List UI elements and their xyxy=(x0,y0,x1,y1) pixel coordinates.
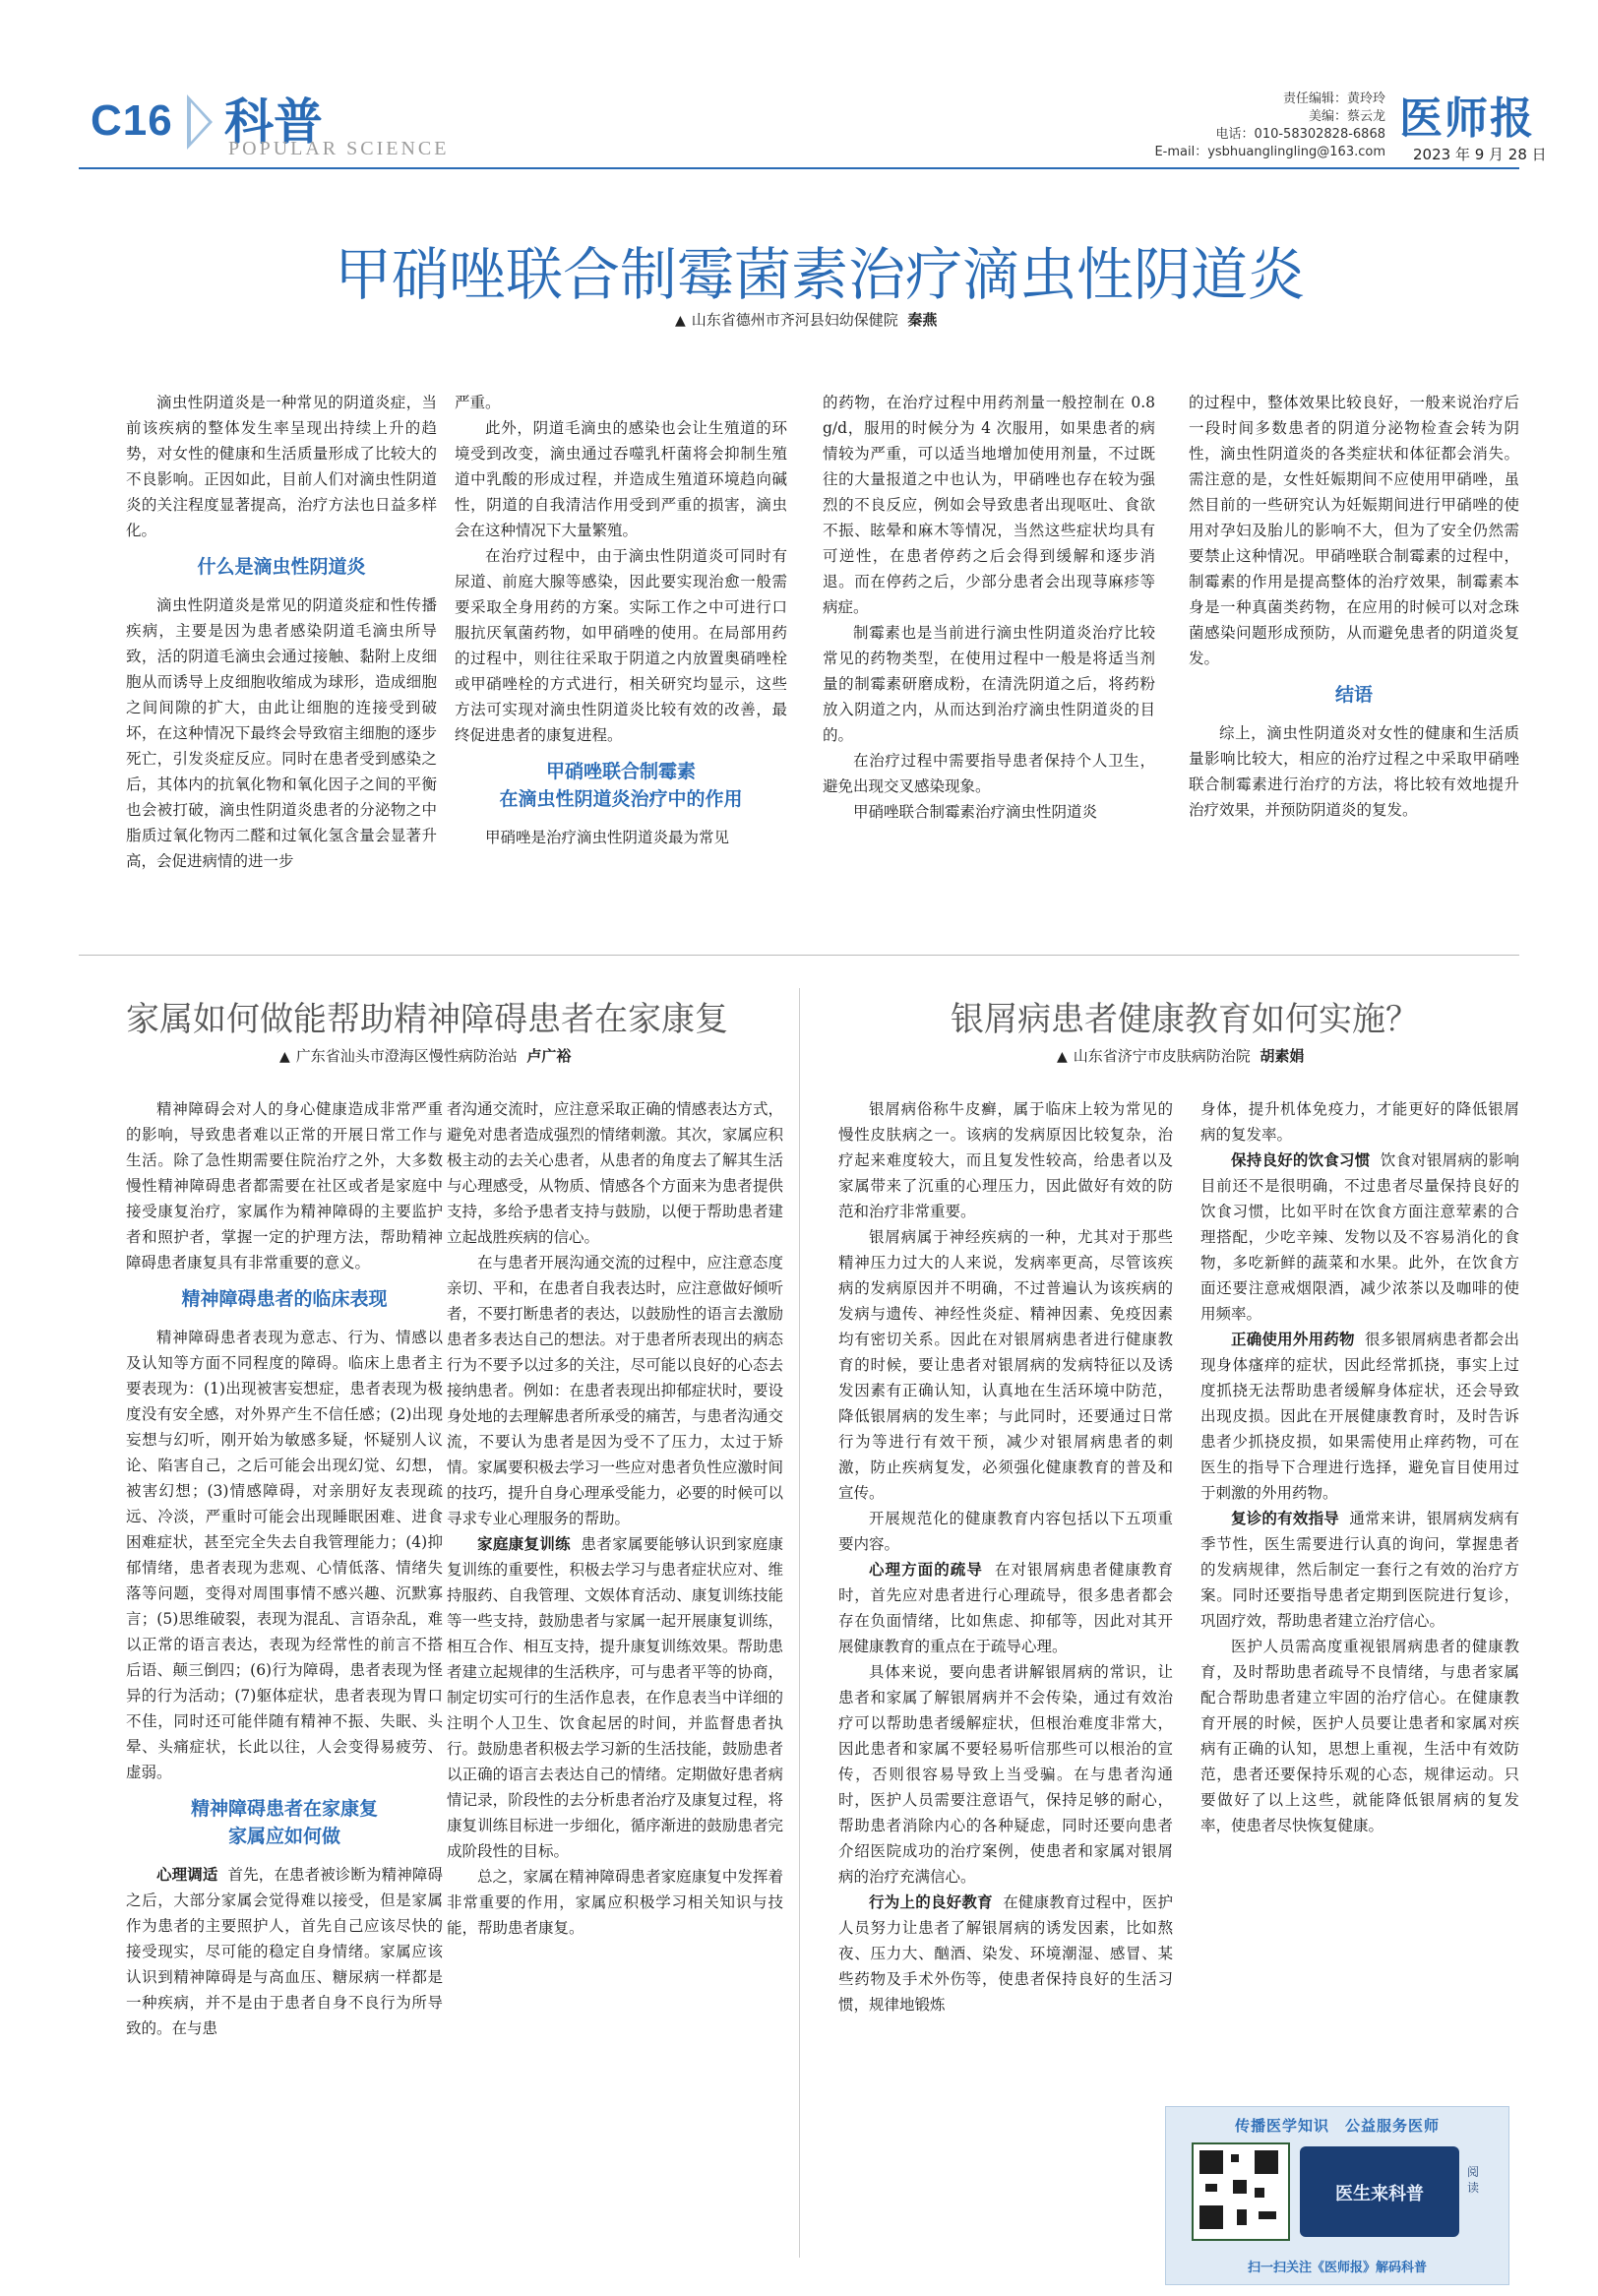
paragraph: 开展规范化的健康教育内容包括以下五项重要内容。 xyxy=(838,1510,1173,1553)
paragraph-lead: 保持良好的饮食习惯 xyxy=(1231,1150,1371,1169)
paragraph: 滴虫性阴道炎是常见的阴道炎症和性传播疾病，主要是因为患者感染阴道毛滴虫所导致，活的阴道毛滴虫会通过接触、黏附上皮细胞从而诱导上皮细胞收缩成为球形，造成细胞之间间隙的扩大，由此让细胞的连接受到破坏，在这种情况下最终会导致宿主细胞的逐步死亡，引发炎症反应。同时在患者受到感染之后，其体内的抗氧化物和氧化因子之间的平衡也会被打破，滴虫性阴道炎患者的分泌物之中脂质过氧化物丙二醛和过氧化氢含量会显著升高，会促进病情的进一步 xyxy=(126,596,437,870)
subheading xyxy=(126,1795,443,1850)
paragraph-text: 通常来讲，银屑病发病有季节性，医生需要进行认真的询问，掌握患者的发病规律，然后制定一套行之有效的治疗方案。同时还要指导患者定期到医院进行复诊，巩固疗效，帮助患者建立治疗信心。 xyxy=(1200,1510,1519,1630)
paragraph: 甲硝唑联合制霉素治疗滴虫性阴道炎 xyxy=(853,803,1098,821)
article-byline xyxy=(675,309,937,330)
paragraph: 身体，提升机体免疫力，才能更好的降低银屑病的复发率。 xyxy=(1200,1100,1519,1144)
author-org: 山东省济宁市皮肤病防治院 xyxy=(1073,1047,1251,1065)
paragraph: 滴虫性阴道炎是一种常见的阴道炎症，当前该疾病的整体发生率呈现出持续上升的趋势，对女性的健康和生活质量形成了比较大的不良影响。正因如此，目前人们对滴虫性阴道炎的关注程度显著提高，治疗方法也日益多样化。 xyxy=(126,394,437,539)
article-column xyxy=(126,390,437,874)
section-subtitle: POPULAR SCIENCE xyxy=(228,138,450,159)
paragraph-lead: 正确使用外用药物 xyxy=(1231,1330,1355,1348)
column-divider xyxy=(799,988,800,2258)
author-name: 秦燕 xyxy=(907,311,938,329)
chevron-inner-decoration xyxy=(191,102,209,142)
section-divider xyxy=(79,955,1519,956)
editor-info xyxy=(1154,91,1385,161)
article-title: 家属如何做能帮助精神障碍患者在家康复 xyxy=(126,1000,728,1039)
article-title: 银屑病患者健康教育如何实施？ xyxy=(951,1000,1419,1039)
paragraph: 医护人员需高度重视银屑病患者的健康教育，及时帮助患者疏导不良情绪，与患者家属配合帮助患者建立牢固的治疗信心。在健康教育开展的时候，医护人员要让患者和家属对疾病有正确的认知，思想上重视，生活中有效防范，患者还要保持乐观的心态，规律运动。只要做好了以上这些，就能降低银屑病的复发率，使患者尽快恢复健康。 xyxy=(1200,1638,1519,1834)
promo-caption: 扫一扫关注《医师报》解码科普 xyxy=(1247,2261,1427,2275)
subheading-line: 甲硝唑联合制霉素 xyxy=(545,761,696,782)
article-column xyxy=(1189,390,1519,823)
header-divider xyxy=(79,167,1519,169)
subheading: 结语 xyxy=(1334,684,1373,706)
article-title: 甲硝唑联合制霉菌素治疗滴虫性阴道炎 xyxy=(335,241,1306,308)
paragraph: 的过程中，整体效果比较良好，一般来说治疗后一段时间多数患者的阴道分泌物检查会转为阴性，滴虫性阴道炎的各类症状和体征都会消失。需注意的是，女性妊娠期间不应使用甲硝唑，虽然目前的一些研究认为妊娠期间进行甲硝唑的使用对孕妇及胎儿的影响不大，但为了安全仍然需要禁止这种情况。甲硝唑联合制霉素的过程中，制霉素的作用是提高整体的治疗效果，制霉素本身是一种真菌类药物，在应用的时候可以对念珠菌感染问题形成预防，从而避免患者的阴道炎复发。 xyxy=(1189,394,1519,667)
triangle-icon: ▲ xyxy=(279,1049,290,1065)
article-byline xyxy=(1057,1045,1304,1066)
triangle-icon: ▲ xyxy=(1057,1049,1068,1065)
paragraph-lead: 家庭康复训练 xyxy=(477,1534,571,1553)
paragraph xyxy=(1200,1506,1519,1634)
paragraph: 者沟通交流时，应注意采取正确的情感表达方式，避免对患者造成强烈的情绪刺激。其次，家属应积极主动的去关心患者，从患者的角度去了解其生活与心理感受，从物质、情感各个方面来为患者提供支持，多给予患者支持与鼓励，以便于帮助患者建立起战胜疾病的信心。 xyxy=(447,1100,783,1246)
author-org: 广东省汕头市澄海区慢性病防治站 xyxy=(295,1047,518,1065)
section-title: 科普 xyxy=(224,93,323,151)
editor-line: 责任编辑：黄玲玲 xyxy=(1282,92,1385,106)
paragraph: 在治疗过程中，由于滴虫性阴道炎可同时有尿道、前庭大腺等感染，因此要实现治愈一般需要采取全身用药的方案。实际工作之中可进行口服抗厌氧菌药物，如甲硝唑的使用。在局部用药的过程中，则往往采取于阴道之内放置奥硝唑栓或甲硝唑栓的方式进行，相关研究均显示，这些方法可实现对滴虫性阴道炎比较有效的改善，最终促进患者的康复进程。 xyxy=(455,547,787,744)
author-name: 卢广裕 xyxy=(526,1047,572,1065)
article-column xyxy=(1200,1096,1519,1838)
article-column xyxy=(838,1096,1173,2017)
promo-video-screen xyxy=(1300,2146,1459,2237)
paragraph xyxy=(126,1862,443,2041)
article-column xyxy=(823,390,1155,825)
page-number: C16 xyxy=(91,96,173,145)
subheading-line: 精神障碍患者在家康复 xyxy=(190,1798,378,1820)
author-org: 山东省德州市齐河县妇幼保健院 xyxy=(691,311,898,329)
paragraph: 综上，滴虫性阴道炎对女性的健康和生活质量影响比较大，相应的治疗过程之中采取甲硝唑联合制霉素进行治疗的方法，将比较有效地提升治疗效果，并预防阴道炎的复发。 xyxy=(1189,724,1519,819)
email-line: E-mail：ysbhuanglingling@163.com xyxy=(1154,145,1385,159)
article-column xyxy=(455,390,787,850)
paragraph: 具体来说，要向患者讲解银屑病的常识，让患者和家属了解银屑病并不会传染，通过有效治疗可以帮助患者缓解症状，但根治难度非常大，因此患者和家属不要轻易听信那些可以根治的宣传，否则很容易导致上当受骗。在与患者沟通时，医护人员需要注意语气，保持足够的耐心，帮助患者消除内心的各种疑虑，同时还要向患者介绍医院成功的治疗案例，使患者和家属对银屑病的治疗充满信心。 xyxy=(838,1663,1173,1886)
paragraph: 甲硝唑是治疗滴虫性阴道炎最为常见 xyxy=(485,829,730,846)
paragraph xyxy=(1200,1327,1519,1506)
paragraph-text: 患者家属要能够认识到家庭康复训练的重要性，积极去学习与患者症状应对、维持服药、自我管理、文娱体育活动、康复训练技能等一些支持，鼓励患者与家属一起开展康复训练，相互合作、相互支持，提升康复训练效果。帮助患者建立起规律的生活秩序，可与患者平等的协商，制定切实可行的生活作息表，在作息表当中详细的注明个人卫生、饮食起居的时间，并监督患者执行。鼓励患者积极去学习新的生活技能，鼓励患者以正确的语言去表达自己的情绪。定期做好患者病情记录，阶段性的去分析患者治疗及康复过程，将康复训练目标进一步细化，循序渐进的鼓励患者完成阶段性的目标。 xyxy=(447,1535,783,1860)
paragraph xyxy=(838,1557,1173,1659)
paragraph-lead: 心理方面的疏导 xyxy=(869,1560,983,1579)
paragraph-lead: 复诊的有效指导 xyxy=(1231,1509,1340,1527)
paragraph: 精神障碍患者表现为意志、行为、情感以及认知等方面不同程度的障碍。临床上患者主要表现为：(1)出现被害妄想症，患者表现为极度没有安全感，对外界产生不信任感；(2)出现妄想与幻听，刚开始为敏感多疑，怀疑别人议论、陷害自己，之后可能会出现幻觉、幻想，被害幻想；(3)情感障碍，对亲朋好友表现疏远、冷淡，严重时可能会出现睡眠困难、进食困难症状，甚至完全失去自我管理能力；(4)抑郁情绪，患者表现为悲观、心情低落、情绪失落等问题，变得对周围事情不感兴趣、沉默寡言；(5)思维破裂，表现为混乱、言语杂乱，难以正常的语言表达，表现为经常性的前言不搭后语、颠三倒四；(6)行为障碍，患者表现为怪异的行为活动；(7)躯体症状，患者表现为胃口不佳，同时还可能伴随有精神不振、失眠、头晕、头痛症状，长此以往，人会变得易疲劳、虚弱。 xyxy=(126,1329,443,1781)
paragraph: 银屑病属于神经疾病的一种，尤其对于那些精神压力过大的人来说，发病率更高，尽管该疾病的发病原因并不明确，不过普遍认为该疾病的发病与遗传、神经性炎症、精神因素、免疫因素均有密切关系。因此在对银屑病患者进行健康教育的时候，要让患者对银屑病的发病特征以及诱发因素有正确认知，认真地在生活环境中防范，降低银屑病的发生率；与此同时，还要通过日常行为等进行有效干预，减少对银屑病患者的刺激，防止疾病复发，必须强化健康教育的普及和宣传。 xyxy=(838,1228,1173,1502)
article-column xyxy=(447,1096,783,1941)
paragraph-lead: 心理调适 xyxy=(156,1865,218,1884)
paragraph: 在治疗过程中需要指导患者保持个人卫生，避免出现交叉感染现象。 xyxy=(823,752,1155,795)
triangle-icon: ▲ xyxy=(675,313,686,329)
newspaper-masthead: 医师报 xyxy=(1399,93,1535,144)
subheading: 精神障碍患者的临床表现 xyxy=(181,1288,388,1310)
promo-screen-text: 医生来科普 xyxy=(1335,2184,1424,2204)
paragraph-lead: 行为上的良好教育 xyxy=(869,1893,993,1911)
author-name: 胡素娟 xyxy=(1260,1047,1305,1065)
paragraph: 制霉素也是当前进行滴虫性阴道炎治疗比较常见的药物类型，在使用过程中一般是将适当剂量的制霉素研磨成粉，在清洗阴道之后，将药粉放入阴道之内，从而达到治疗滴虫性阴道炎的目的。 xyxy=(823,624,1155,744)
subheading-line: 在滴虫性阴道炎治疗中的作用 xyxy=(499,788,743,810)
promo-slogan: 传播医学知识 公益服务医师 xyxy=(1234,2117,1440,2135)
paragraph-text: 饮食对银屑病的影响目前还不是很明确，不过患者尽量保持良好的饮食习惯，比如平时在饮食方面注意荤素的合理搭配，少吃辛辣、发物以及不容易消化的食物，多吃新鲜的蔬菜和水果。此外，在饮食方面还要注意戒烟限酒，减少浓茶以及咖啡的使用频率。 xyxy=(1200,1151,1519,1323)
paragraph xyxy=(447,1531,783,1864)
promo-side-text: 阅读 xyxy=(1467,2165,1480,2195)
paragraph: 在与患者开展沟通交流的过程中，应注意态度亲切、平和，在患者自我表达时，应注意做好倾听者，不要打断患者的表达，以鼓励性的语言去激励患者多表达自己的想法。对于患者所表现出的病态行为不要予以过多的关注，尽可能以良好的心态去接纳患者。例如：在患者表现出抑郁症状时，要设身处地的去理解患者所承受的痛苦，与患者沟通交流，不要认为患者是因为受不了压力，太过于矫情。家属要积极去学习一些应对患者负性应激时间的技巧，提升自身心理承受能力，必要的时候可以寻求专业心理服务的帮助。 xyxy=(447,1254,783,1527)
paragraph: 此外，阴道毛滴虫的感染也会让生殖道的环境受到改变，滴虫通过吞噬乳杆菌将会抑制生殖道中乳酸的形成过程，并造成生殖道环境趋向碱性，阴道的自我清洁作用受到严重的损害，滴虫会在这种情况下大量繁殖。 xyxy=(455,419,787,539)
article-column xyxy=(126,1096,443,2041)
paragraph-text: 在对银屑病患者健康教育时，首先应对患者进行心理疏导，很多患者都会存在负面情绪，比如焦虑、抑郁等，因此对其开展健康教育的重点在于疏导心理。 xyxy=(838,1561,1173,1655)
art-editor-line: 美编：蔡云龙 xyxy=(1308,109,1385,124)
paragraph xyxy=(1200,1148,1519,1327)
subheading-line: 家属应如何做 xyxy=(227,1826,340,1847)
paragraph: 银屑病俗称牛皮癣，属于临床上较为常见的慢性皮肤病之一。该病的发病原因比较复杂，治疗起来难度较大，而且复发性较高，给患者以及家属带来了沉重的心理压力，因此做好有效的防范和治疗非常重要。 xyxy=(838,1100,1173,1220)
paragraph: 总之，家属在精神障碍患者家庭康复中发挥着非常重要的作用，家属应积极学习相关知识与技能，帮助患者康复。 xyxy=(447,1868,783,1937)
paragraph-text: 很多银屑病患者都会出现身体瘙痒的症状，因此经常抓挠，事实上过度抓挠无法帮助患者缓解身体症状，还会导致出现皮损。因此在开展健康教育时，及时告诉患者少抓挠皮损，如果需使用止痒药物，可在医生的指导下合理进行选择，避免盲目使用过于刺激的外用药物。 xyxy=(1200,1331,1519,1502)
subheading xyxy=(455,758,787,813)
phone-line: 电话：010-58302828-6868 xyxy=(1215,127,1385,142)
subheading: 什么是滴虫性阴道炎 xyxy=(197,556,366,578)
publication-date: 2023 年 9 月 28 日 xyxy=(1413,146,1547,163)
paragraph xyxy=(838,1890,1173,2017)
article-byline xyxy=(279,1045,571,1066)
paragraph: 严重。 xyxy=(455,394,501,411)
paragraph-text: 在健康教育过程中，医护人员努力让患者了解银屑病的诱发因素，比如熬夜、压力大、酗酒、染发、环境潮湿、感冒、某些药物及手术外伤等，使患者保持良好的生活习惯，规律地锻炼 xyxy=(838,1893,1173,2014)
promo-box xyxy=(1165,2106,1509,2285)
qr-code-icon[interactable] xyxy=(1192,2142,1290,2241)
paragraph: 精神障碍会对人的身心健康造成非常严重的影响，导致患者难以正常的开展日常工作与生活。除了急性期需要住院治疗之外，大多数慢性精神障碍患者都需要在社区或者是家庭中接受康复治疗，家属作为精神障碍的主要监护者和照护者，掌握一定的护理方法，帮助精神障碍患者康复具有非常重要的意义。 xyxy=(126,1100,443,1272)
paragraph: 的药物，在治疗过程中用药剂量一般控制在 0.8 g/d，服用的时候分为 4 次服用，如果患者的病情较为严重，可以适当地增加使用剂量，不过既往的大量报道之中也认为，甲硝唑也存在较为强烈的不良反应，例如会导致患者出现呕吐、食欲不振、眩晕和麻木等情况，当然这些症状均具有可逆性，在患者停药之后会得到缓解和逐步消退。而在停药之后，少部分患者会出现荨麻疹等病症。 xyxy=(823,394,1155,616)
paragraph-text: 首先，在患者被诊断为精神障碍之后，大部分家属会觉得难以接受，但是家属作为患者的主要照护人，首先自己应该尽快的接受现实，尽可能的稳定自身情绪。家属应该认识到精神障碍是与高血压、糖尿病一样都是一种疾病，并不是由于患者自身不良行为所导致的。在与患 xyxy=(126,1866,443,2037)
